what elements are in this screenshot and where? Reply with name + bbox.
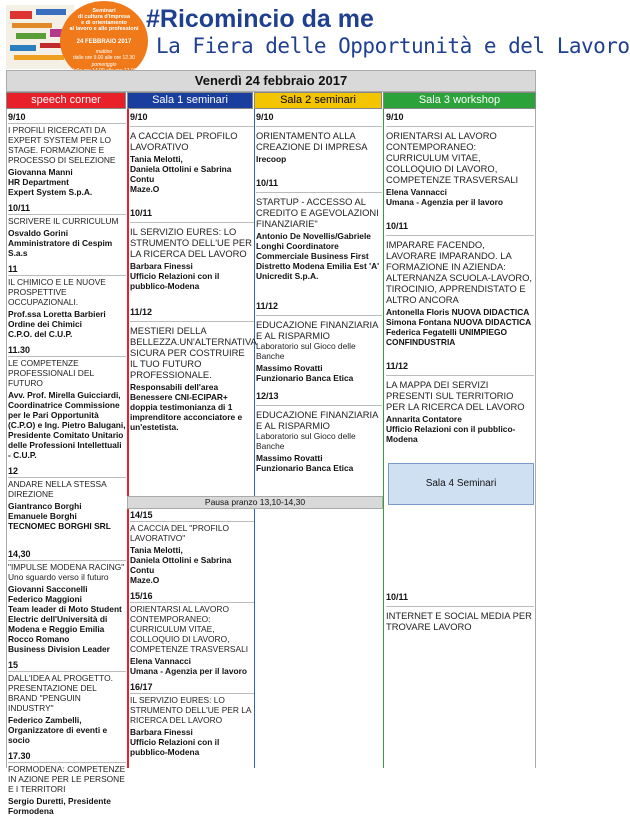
divider xyxy=(256,405,382,406)
session-subtitle: Laboratorio sul Gioco delle Banche xyxy=(256,431,356,451)
session-block xyxy=(386,112,534,207)
sala-2-schedule xyxy=(256,110,382,473)
session-time: 10/11 xyxy=(130,208,153,218)
date-bar: Venerdì 24 febbraio 2017 xyxy=(6,70,536,92)
session-speaker: Umana - Agenzia per il lavoro xyxy=(130,666,247,676)
session-block xyxy=(386,361,534,444)
session-speaker: Ufficio Relazioni con il pubblico-Modena xyxy=(130,271,220,291)
session-speaker: Tania Melotti, xyxy=(130,545,183,555)
session-time: 11 xyxy=(8,264,18,274)
session-title: IL SERVIZIO EURES: LO STRUMENTO DELL'UE PER LA RICERCA DEL LAVORO xyxy=(130,226,252,259)
session-block xyxy=(256,178,382,281)
session-title: DALL'IDEA AL PROGETTO. PRESENTAZIONE DEL BRAND "PENGUIN INDUSTRY" xyxy=(8,673,113,713)
session-block xyxy=(130,682,254,757)
sala-4-schedule xyxy=(386,590,534,632)
session-speaker: Funzionario Banca Etica xyxy=(256,373,354,383)
session-block xyxy=(8,345,126,460)
divider xyxy=(386,126,534,127)
divider xyxy=(256,192,382,193)
session-speaker: Funzionario Banca Etica xyxy=(256,463,354,473)
session-speaker: Maze.O xyxy=(130,575,160,585)
session-title: EDUCAZIONE FINANZIARIA E AL RISPARMIO xyxy=(256,409,378,431)
column-header-sala-2: Sala 2 seminari xyxy=(254,92,382,109)
session-block xyxy=(130,208,254,291)
session-speaker: Elena Vannacci xyxy=(130,656,191,666)
page-title: La Fiera delle Opportunità e del Lavoro xyxy=(156,34,630,58)
session-block xyxy=(8,112,126,197)
divider xyxy=(386,606,534,607)
session-time: 10/11 xyxy=(256,178,279,188)
svg-text:Seminari: Seminari xyxy=(92,8,116,14)
session-speaker: Tania Melotti, xyxy=(130,154,183,164)
svg-text:di cultura d'impresa: di cultura d'impresa xyxy=(77,14,131,20)
speech-corner-schedule xyxy=(8,110,126,816)
sala-3-schedule xyxy=(386,110,534,444)
session-speaker: Rocco Romano xyxy=(8,634,70,644)
session-speaker: Maze.O xyxy=(130,184,160,194)
session-speaker: Emanuele Borghi xyxy=(8,511,77,521)
svg-text:pomeriggio: pomeriggio xyxy=(91,62,117,68)
session-speaker: Expert System S.p.A. xyxy=(8,187,93,197)
session-block xyxy=(8,203,126,258)
column-header-sala-3: Sala 3 workshop xyxy=(383,92,536,109)
session-title: FORMODENA: COMPETENZE IN AZIONE PER LE PERSONE E I TERRITORI xyxy=(8,764,126,794)
session-block xyxy=(8,660,126,745)
session-speaker: Antonio De Novellis/Gabriele Longhi Coordinatore Commerciale Business First Distretto Modena Emilia Est 'A' Unicredit S.p.A. xyxy=(256,231,380,281)
session-speaker: Responsabili dell'area Benessere CNI-ECIPAR+ doppia testimonianza di 1 imprenditore acconciatore e un'estetista. xyxy=(130,382,243,432)
session-title: INTERNET E SOCIAL MEDIA PER TROVARE LAVORO xyxy=(386,610,532,632)
session-speaker: TECNOMEC BORGHI SRL xyxy=(8,521,111,531)
session-speaker: Massimo Rovatti xyxy=(256,453,323,463)
session-block xyxy=(386,592,534,632)
lunch-break-banner: Pausa pranzo 13,10-14,30 xyxy=(127,496,383,509)
session-speaker: Giovanni Sacconelli xyxy=(8,584,88,594)
divider xyxy=(8,356,126,357)
session-speaker: Federica Fegatelli UNIMPIEGO CONFINDUSTRIA xyxy=(386,327,508,347)
divider xyxy=(256,126,382,127)
session-title: LA MAPPA DEI SERVIZI PRESENTI SUL TERRITORIO PER LA RICERCA DEL LAVORO xyxy=(386,379,525,412)
divider xyxy=(386,235,534,236)
session-title: A CACCIA DEL PROFILO LAVORATIVO xyxy=(130,130,238,152)
session-block xyxy=(8,549,126,654)
divider xyxy=(256,315,382,316)
svg-text:al lavoro e alle professioni: al lavoro e alle professioni xyxy=(69,26,139,32)
session-time: 12/13 xyxy=(256,391,279,401)
session-speaker: Business Division Leader xyxy=(8,644,110,654)
session-title: LE COMPETENZE PROFESSIONALI DEL FUTURO xyxy=(8,358,94,388)
session-speaker: Sergio Duretti, Presidente Formodena xyxy=(8,796,111,816)
session-speaker: Ufficio Relazioni con il pubblico-Modena xyxy=(386,424,516,444)
sala-1-morning-schedule xyxy=(130,110,257,432)
session-time: 11.30 xyxy=(8,345,31,355)
session-time: 11/12 xyxy=(256,301,279,311)
session-speaker: Federico Zambelli, Organizzatore di eventi e socio xyxy=(8,715,108,745)
session-block xyxy=(256,301,382,383)
session-speaker: Giovanna Manni xyxy=(8,167,73,177)
session-speaker: Massimo Rovatti xyxy=(256,363,323,373)
session-speaker: Simona Fontana NUOVA DIDACTICA xyxy=(386,317,532,327)
session-speaker: Annarita Contatore xyxy=(386,414,462,424)
session-speaker: HR Department xyxy=(8,177,69,187)
divider xyxy=(8,477,126,478)
session-speaker: Avv. Prof. Mirella Guicciardi, Coordinatrice Commissione per le Pari Opportunità (C.P.O) e Ing. Pietro Balugani, Presidente Comitato Unitario delle Professioni Intellettuali - C.U.P. xyxy=(8,390,126,460)
session-time: 10/11 xyxy=(386,592,409,602)
session-title: EDUCAZIONE FINANZIARIA E AL RISPARMIO xyxy=(256,319,378,341)
session-speaker: Amministratore di Cespim S.a.s xyxy=(8,238,113,258)
divider xyxy=(8,560,126,561)
session-time: 14,30 xyxy=(8,549,31,559)
session-title: "IMPULSE MODENA RACING" Uno sguardo verso il futuro xyxy=(8,562,125,582)
divider xyxy=(130,126,254,127)
session-time: 9/10 xyxy=(256,112,274,122)
column-header-speech-corner: speech corner xyxy=(6,92,126,109)
divider xyxy=(8,123,126,124)
session-time: 11/12 xyxy=(386,361,409,371)
session-block xyxy=(8,751,126,816)
session-title: MESTIERI DELLA BELLEZZA.UN'ALTERNATIVA SICURA PER COSTRUIRE IL TUO FUTURO PROFESSIONALE. xyxy=(130,325,257,380)
session-time: 12 xyxy=(8,466,19,476)
session-title: IL SERVIZIO EURES: LO STRUMENTO DELL'UE PER LA RICERCA DEL LAVORO xyxy=(130,695,252,725)
session-time: 17.30 xyxy=(8,751,31,761)
session-speaker: C.P.O. del C.U.P. xyxy=(8,329,73,339)
divider xyxy=(130,222,254,223)
session-time: 16/17 xyxy=(130,682,153,692)
sala-1-afternoon-schedule xyxy=(130,508,254,757)
session-speaker: Barbara Finessi xyxy=(130,727,193,737)
session-speaker: Federico Maggioni xyxy=(8,594,82,604)
session-time: 15/16 xyxy=(130,591,153,601)
session-title: ORIENTARSI AL LAVORO CONTEMPORANEO: CURRICULUM VITAE, COLLOQUIO DI LAVORO, COMPETENZE TRASVERSALI xyxy=(130,604,249,654)
divider xyxy=(8,275,126,276)
session-time: 11/12 xyxy=(130,307,153,317)
session-title: A CACCIA DEL "PROFILO LAVORATIVO" xyxy=(130,523,230,543)
session-block xyxy=(256,112,382,164)
session-speaker: Ufficio Relazioni con il pubblico-Modena xyxy=(130,737,220,757)
session-speaker: Umana - Agenzia per il lavoro xyxy=(386,197,503,207)
session-time: 15 xyxy=(8,660,19,670)
session-title: ORIENTARSI AL LAVORO CONTEMPORANEO: CURRICULUM VITAE, COLLOQUIO DI LAVORO, COMPETENZE TRASVERSALI xyxy=(386,130,519,185)
session-block xyxy=(130,591,254,676)
divider xyxy=(130,521,254,522)
svg-text:mattino: mattino xyxy=(95,49,113,55)
session-speaker: Prof.ssa Loretta Barbieri xyxy=(8,309,106,319)
session-title: I PROFILI RICERCATI DA EXPERT SYSTEM PER LO STAGE. FORMAZIONE E PROCESSO DI SELEZIONE xyxy=(8,125,116,165)
session-title: SCRIVERE IL CURRICULUM xyxy=(8,216,119,226)
session-block xyxy=(8,264,126,339)
divider xyxy=(8,214,126,215)
sala-4-header: Sala 4 Seminari xyxy=(388,463,534,505)
session-title: IMPARARE FACENDO, LAVORARE IMPARANDO. LA FORMAZIONE IN AZIENDA: ALTERNANZA SCUOLA-LAVORO, TIROCINIO, APPRENDISTATO E ALTRO ANCORA xyxy=(386,239,533,305)
divider xyxy=(8,762,126,763)
session-block xyxy=(386,221,534,347)
column-header-sala-1: Sala 1 seminari xyxy=(127,92,253,109)
svg-text:dalle ore 9.00 alle ore 12.30: dalle ore 9.00 alle ore 12.30 xyxy=(73,55,135,61)
session-time: 10/11 xyxy=(386,221,409,231)
session-subtitle: Laboratorio sul Gioco delle Banche xyxy=(256,341,356,361)
session-title: STARTUP - ACCESSO AL CREDITO E AGEVOLAZIONI FINANZIARIE" xyxy=(256,196,379,229)
session-speaker: Elena Vannacci xyxy=(386,187,447,197)
session-block xyxy=(256,391,382,473)
svg-text:e di orientamento: e di orientamento xyxy=(81,20,127,26)
divider xyxy=(8,671,126,672)
divider xyxy=(130,321,254,322)
session-title: ORIENTAMENTO ALLA CREAZIONE DI IMPRESA xyxy=(256,130,368,152)
session-block xyxy=(8,466,126,531)
session-time: 10/11 xyxy=(8,203,31,213)
session-title: ANDARE NELLA STESSA DIREZIONE xyxy=(8,479,107,499)
hashtag-title: #Ricomincio da me xyxy=(146,5,374,33)
divider xyxy=(386,375,534,376)
session-speaker: Team leader di Moto Student Electric dell'Università di Modena e Reggio Emilia xyxy=(8,604,122,634)
session-speaker: Daniela Ottolini e Sabrina Contu xyxy=(130,555,232,575)
divider xyxy=(130,602,254,603)
session-time: 9/10 xyxy=(130,112,148,122)
session-block xyxy=(130,307,257,432)
session-time: 9/10 xyxy=(386,112,404,122)
session-speaker: Antonella Floris NUOVA DIDACTICA xyxy=(386,307,530,317)
session-speaker: Giantranco Borghi xyxy=(8,501,82,511)
session-speaker: Barbara Finessi xyxy=(130,261,193,271)
divider xyxy=(130,693,254,694)
session-speaker: Ordine dei Chimici xyxy=(8,319,82,329)
header xyxy=(0,0,630,70)
session-block xyxy=(130,112,254,194)
svg-text:24 FEBBRAIO 2017: 24 FEBBRAIO 2017 xyxy=(76,39,132,45)
session-time: 14/15 xyxy=(130,510,153,520)
session-time: 9/10 xyxy=(8,112,26,122)
session-speaker: Daniela Ottolini e Sabrina Contu xyxy=(130,164,232,184)
session-title: IL CHIMICO E LE NUOVE PROSPETTIVE OCCUPAZIONALI. xyxy=(8,277,106,307)
session-block xyxy=(130,510,254,585)
session-speaker: Irecoop xyxy=(256,154,287,164)
session-speaker: Osvaldo Gorini xyxy=(8,228,69,238)
